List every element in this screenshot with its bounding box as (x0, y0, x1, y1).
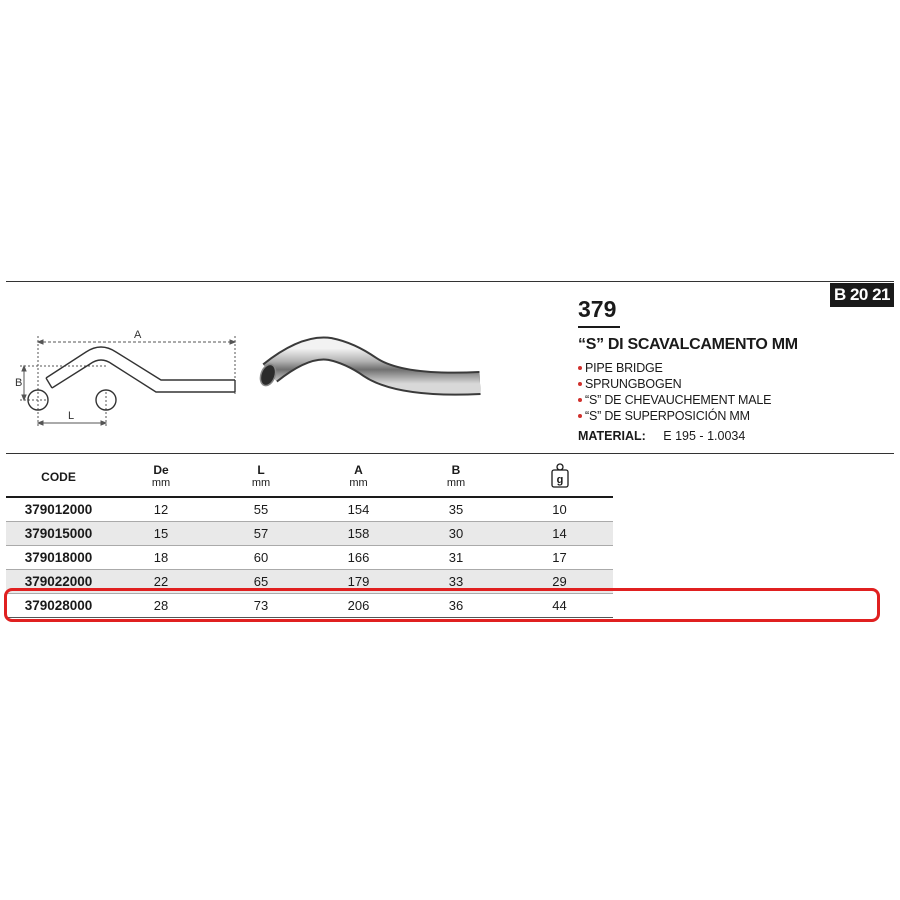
material-line (578, 429, 745, 443)
cell-code: 379022000 (6, 570, 111, 594)
weight-icon (550, 463, 570, 489)
cell-l: 57 (211, 522, 311, 546)
product-number-underline (578, 326, 620, 328)
table-row (6, 522, 613, 546)
technical-diagram (6, 322, 246, 432)
cell-b: 33 (406, 570, 506, 594)
product-photo (250, 335, 490, 415)
product-title: “S” DI SCAVALCAMENTO MM (578, 336, 798, 353)
header-unit: mm (251, 477, 271, 489)
product-number: 379 (578, 296, 617, 322)
cell-l: 65 (211, 570, 311, 594)
header-weight (506, 458, 613, 497)
cell-weight: 17 (506, 546, 613, 570)
cell-weight: 10 (506, 497, 613, 522)
cell-l: 55 (211, 497, 311, 522)
translation-item: “S” DE CHEVAUCHEMENT MALE (578, 392, 771, 408)
svg-text:g: g (556, 473, 563, 486)
cell-de: 22 (111, 570, 211, 594)
cell-de: 12 (111, 497, 211, 522)
cell-de: 28 (111, 594, 211, 618)
header-a: A mm (311, 458, 406, 497)
header-unit: mm (349, 477, 368, 489)
translation-item: SPRUNGBOGEN (578, 376, 771, 392)
cell-a: 206 (311, 594, 406, 618)
top-rule (6, 281, 894, 282)
table-row (6, 570, 613, 594)
cell-a: 154 (311, 497, 406, 522)
material-label: MATERIAL: (578, 429, 646, 443)
material-value: E 195 - 1.0034 (663, 429, 746, 443)
dimension-a-label: A (134, 329, 142, 341)
cell-de: 18 (111, 546, 211, 570)
cell-a: 166 (311, 546, 406, 570)
cell-a: 158 (311, 522, 406, 546)
cell-weight: 14 (506, 522, 613, 546)
cell-de: 15 (111, 522, 211, 546)
translation-item: PIPE BRIDGE (578, 360, 771, 376)
table-row-highlighted (6, 594, 613, 618)
table-row (6, 546, 613, 570)
cell-code: 379012000 (6, 497, 111, 522)
header-unit: mm (151, 477, 171, 489)
cell-weight: 29 (506, 570, 613, 594)
table-header-row (6, 458, 613, 497)
cell-l: 73 (211, 594, 311, 618)
header-de: De mm (111, 458, 211, 497)
cell-b: 35 (406, 497, 506, 522)
translations-list (578, 360, 771, 424)
table-row (6, 497, 613, 522)
dimension-l-label: L (68, 410, 75, 422)
page-badge: B 20 21 (830, 283, 894, 307)
cell-l: 60 (211, 546, 311, 570)
translation-item: “S” DE SUPERPOSICIÓN MM (578, 408, 771, 424)
header-l: L mm (211, 458, 311, 497)
spec-table (6, 458, 613, 618)
cell-b: 31 (406, 546, 506, 570)
dimension-b-label: B (15, 377, 23, 389)
header-code: CODE (41, 469, 76, 484)
header-unit: mm (446, 477, 466, 489)
header-b: B mm (406, 458, 506, 497)
cell-code: 379028000 (6, 594, 111, 618)
cell-code: 379018000 (6, 546, 111, 570)
cell-b: 30 (406, 522, 506, 546)
cell-code: 379015000 (6, 522, 111, 546)
table-top-rule (6, 453, 894, 454)
cell-a: 179 (311, 570, 406, 594)
cell-weight: 44 (506, 594, 613, 618)
cell-b: 36 (406, 594, 506, 618)
